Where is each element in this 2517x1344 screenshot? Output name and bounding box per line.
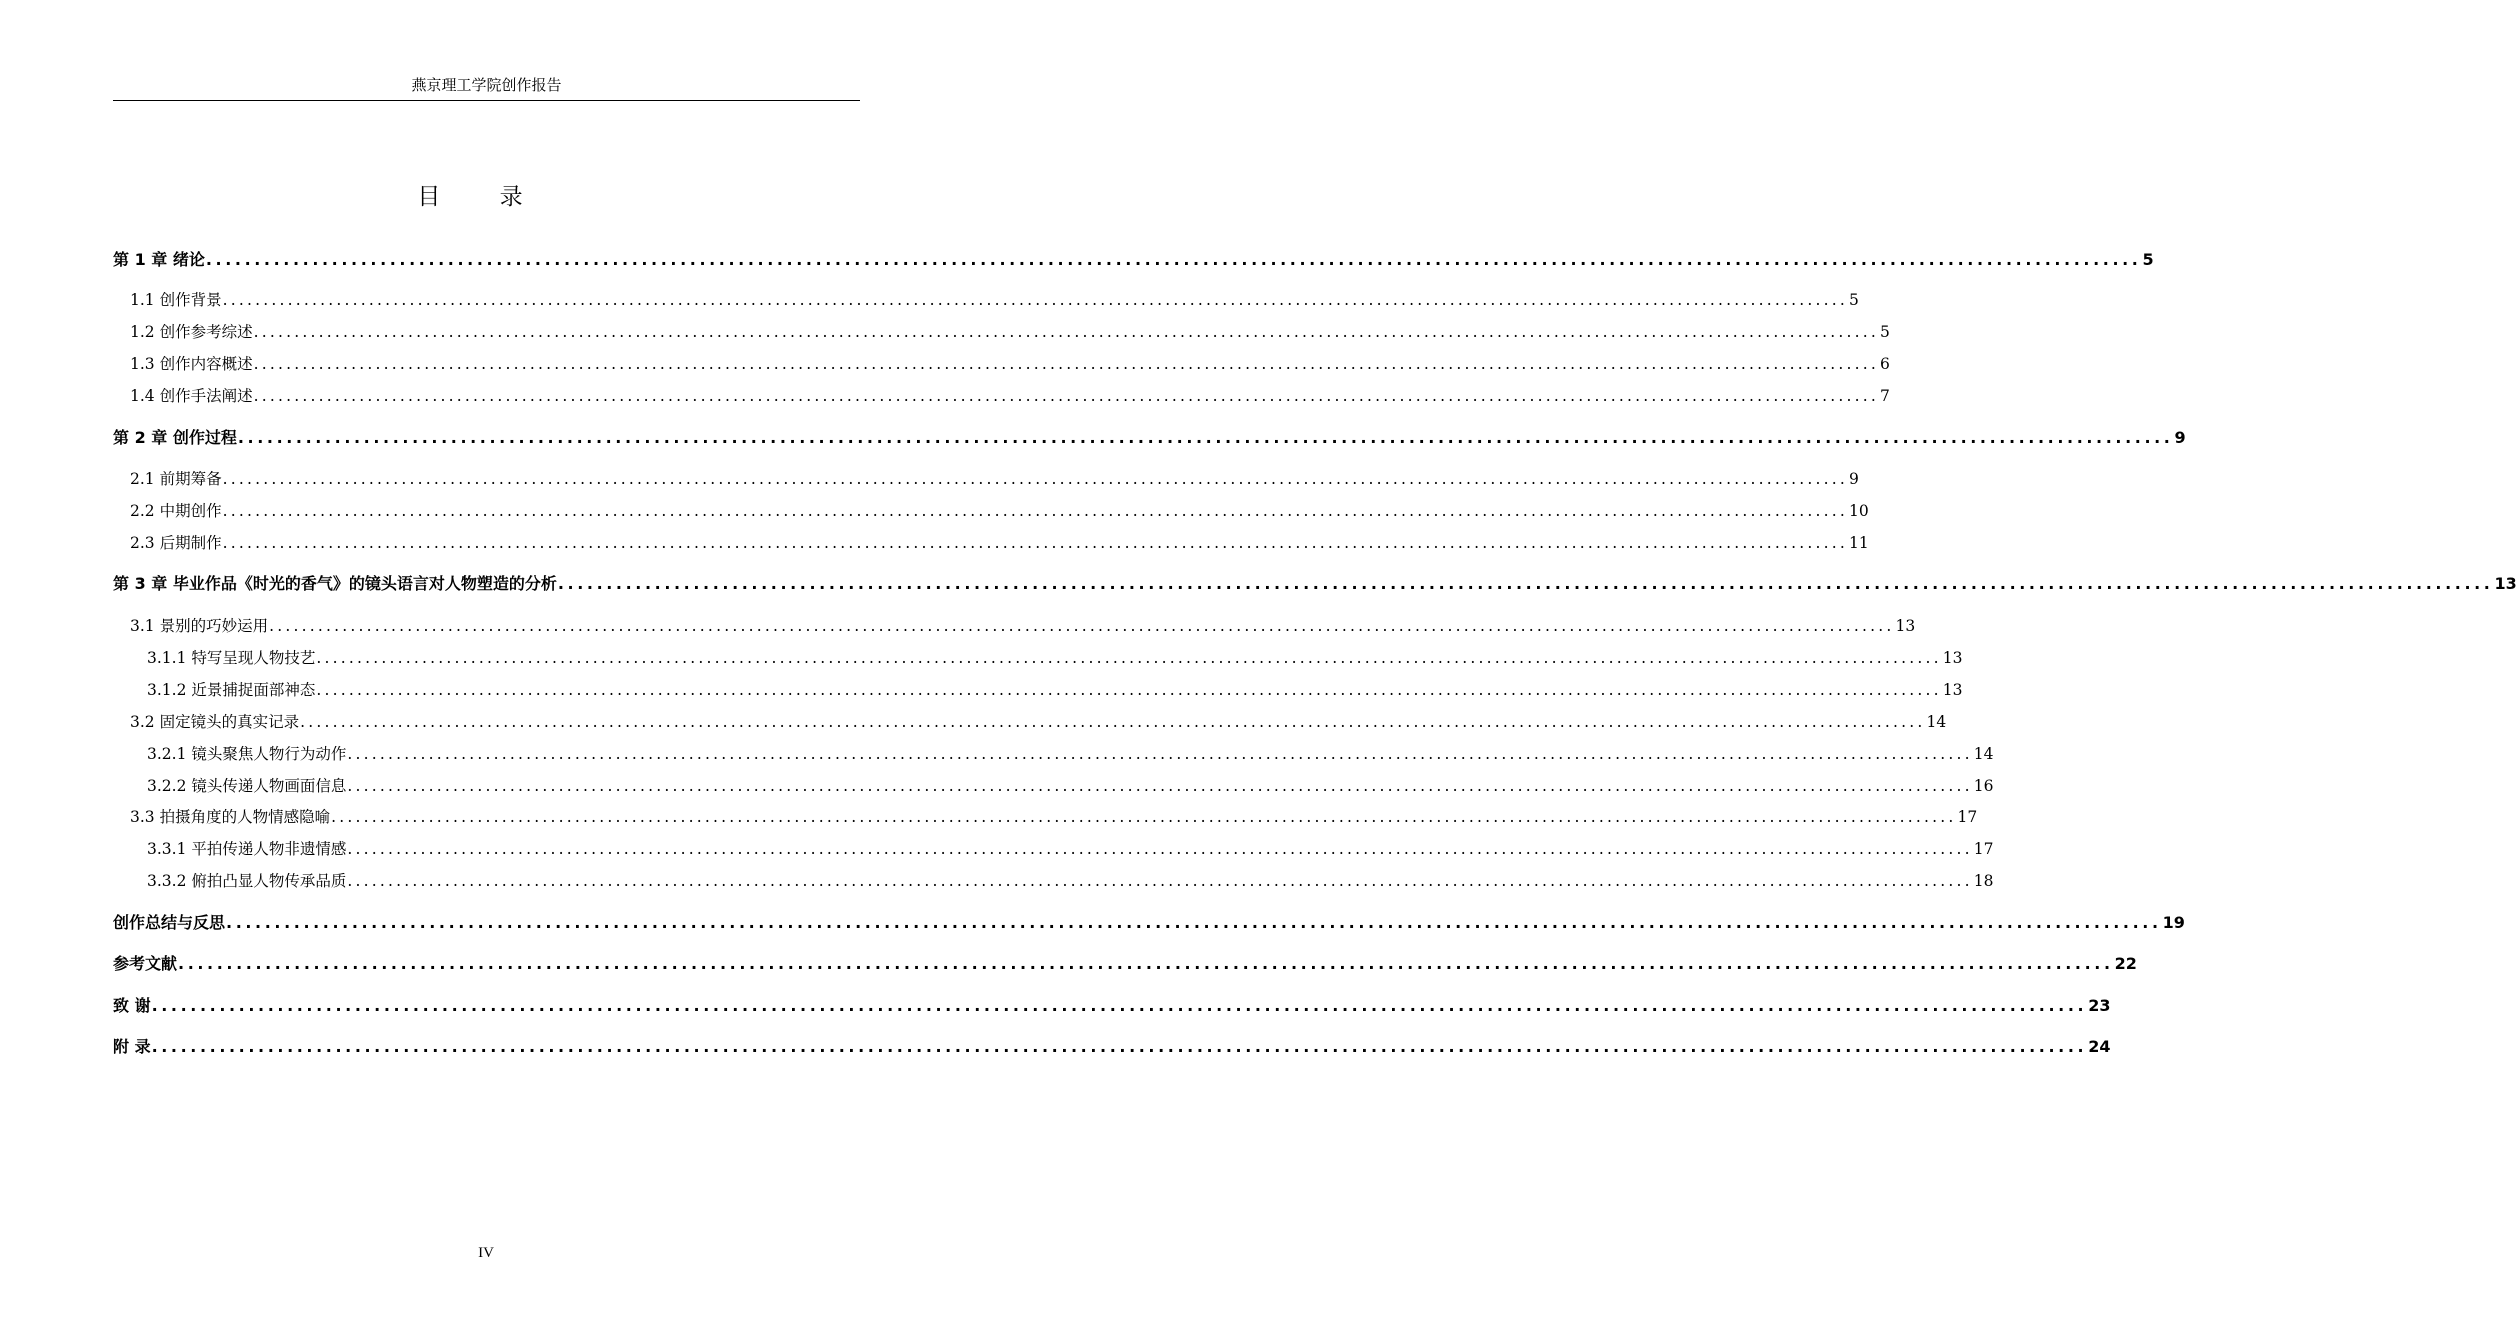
toc-entry-chapter[interactable] [113, 911, 2185, 935]
toc-entry-section[interactable] [130, 710, 1947, 734]
toc-entry-page: 6 [1879, 355, 1890, 373]
toc-entry-section[interactable] [130, 531, 1869, 555]
toc-entry-subsection[interactable] [147, 869, 1994, 893]
toc-entry-chapter[interactable] [113, 1035, 2111, 1059]
toc-entry-label: 第 3 章 毕业作品《时光的香气》的镜头语言对人物塑造的分析 [113, 574, 557, 593]
toc-entry-page: 13 [2494, 574, 2517, 593]
toc-entry-chapter[interactable] [113, 248, 2154, 272]
toc-entry-label: 3.2.2 镜头传递人物画面信息 [147, 777, 347, 795]
dot-leader: ........................................................................................................................................................................................................ [237, 428, 2174, 447]
toc-entry-page: 7 [1879, 387, 1890, 405]
toc-entry-chapter[interactable] [113, 994, 2111, 1018]
page-number: IV [478, 1245, 494, 1261]
dot-leader: ........................................................................................................................................................................................................ [347, 840, 1973, 858]
toc-entry-label: 1.4 创作手法阐述 [130, 387, 253, 405]
toc-entry-subsection[interactable] [147, 837, 1994, 861]
dot-leader: ........................................................................................................................................................................................................ [222, 502, 1848, 520]
dot-leader: ........................................................................................................................................................................................................ [222, 291, 1848, 309]
toc-entry-label: 参考文献 [113, 954, 178, 973]
dot-leader: ........................................................................................................................................................................................................ [316, 649, 1942, 667]
dot-leader: ........................................................................................................................................................................................................ [226, 913, 2162, 932]
toc-entry-subsection[interactable] [147, 774, 1994, 798]
toc-entry-section[interactable] [130, 320, 1890, 344]
toc-entry-label: 第 2 章 创作过程 [113, 428, 237, 447]
dot-leader: ........................................................................................................................................................................................................ [205, 250, 2142, 269]
toc-entry-label: 3.2.1 镜头聚焦人物行为动作 [147, 745, 347, 763]
toc-entry-section[interactable] [130, 805, 1978, 829]
toc-entry-page: 23 [2088, 996, 2111, 1015]
toc-entry-page: 5 [1848, 291, 1859, 309]
toc-entry-page: 9 [2174, 428, 2186, 447]
toc-entry-label: 3.1 景别的巧妙运用 [130, 617, 269, 635]
toc-entry-page: 14 [1926, 713, 1947, 731]
toc-entry-section[interactable] [130, 352, 1890, 376]
dot-leader: ........................................................................................................................................................................................................ [347, 777, 1973, 795]
toc-entry-chapter[interactable] [113, 952, 2137, 976]
toc-entry-label: 3.3.2 俯拍凸显人物传承品质 [147, 872, 347, 890]
dot-leader: ........................................................................................................................................................................................................ [300, 713, 1926, 731]
toc-entry-label: 2.2 中期创作 [130, 502, 222, 520]
toc-entry-page: 24 [2088, 1037, 2111, 1056]
dot-leader: ........................................................................................................................................................................................................ [253, 323, 1879, 341]
toc-entry-page: 22 [2114, 954, 2137, 973]
toc-entry-page: 18 [1973, 872, 1994, 890]
toc-entry-page: 17 [1957, 808, 1978, 826]
toc-entry-label: 3.3.1 平拍传递人物非遗情感 [147, 840, 347, 858]
toc-entry-page: 11 [1848, 534, 1869, 552]
toc-entry-page: 13 [1895, 617, 1916, 635]
dot-leader: ........................................................................................................................................................................................................ [316, 681, 1942, 699]
dot-leader: ........................................................................................................................................................................................................ [222, 534, 1848, 552]
dot-leader: ........................................................................................................................................................................................................ [151, 1037, 2088, 1056]
dot-leader: ........................................................................................................................................................................................................ [178, 954, 2114, 973]
toc-entry-label: 2.3 后期制作 [130, 534, 222, 552]
toc-entry-section[interactable] [130, 288, 1859, 312]
toc-entry-label: 1.3 创作内容概述 [130, 355, 253, 373]
toc-entry-label: 3.2 固定镜头的真实记录 [130, 713, 300, 731]
toc-entry-section[interactable] [130, 499, 1869, 523]
dot-leader: ........................................................................................................................................................................................................ [347, 872, 1973, 890]
toc-entry-section[interactable] [130, 467, 1859, 491]
toc-title: 目 录 [417, 184, 549, 210]
dot-leader: ........................................................................................................................................................................................................ [151, 996, 2088, 1015]
toc-entry-page: 16 [1973, 777, 1994, 795]
toc-entry-page: 14 [1973, 745, 1994, 763]
toc-entry-label: 第 1 章 绪论 [113, 250, 205, 269]
toc-entry-subsection[interactable] [147, 742, 1994, 766]
toc-entry-subsection[interactable] [147, 678, 1963, 702]
dot-leader: ........................................................................................................................................................................................................ [557, 574, 2494, 593]
toc-entry-label: 3.1.1 特写呈现人物技艺 [147, 649, 316, 667]
toc-entry-chapter[interactable] [113, 426, 2186, 450]
toc-entry-page: 19 [2162, 913, 2185, 932]
toc-entry-subsection[interactable] [147, 646, 1963, 670]
dot-leader: ........................................................................................................................................................................................................ [331, 808, 1957, 826]
dot-leader: ........................................................................................................................................................................................................ [222, 470, 1848, 488]
toc-entry-label: 附 录 [113, 1037, 151, 1056]
toc-entry-label: 3.1.2 近景捕捉面部神态 [147, 681, 316, 699]
toc-entry-page: 17 [1973, 840, 1994, 858]
toc-entry-section[interactable] [130, 614, 1916, 638]
toc-entry-label: 3.3 拍摄角度的人物情感隐喻 [130, 808, 331, 826]
toc-entry-label: 2.1 前期筹备 [130, 470, 222, 488]
toc-entry-page: 10 [1848, 502, 1869, 520]
dot-leader: ........................................................................................................................................................................................................ [253, 387, 1879, 405]
toc-entry-page: 9 [1848, 470, 1859, 488]
dot-leader: ........................................................................................................................................................................................................ [253, 355, 1879, 373]
toc-entry-page: 13 [1942, 649, 1963, 667]
toc-entry-chapter[interactable] [113, 572, 2517, 596]
toc-entry-page: 5 [2142, 250, 2154, 269]
dot-leader: ........................................................................................................................................................................................................ [347, 745, 1973, 763]
toc-entry-page: 13 [1942, 681, 1963, 699]
toc-entry-section[interactable] [130, 384, 1890, 408]
dot-leader: ........................................................................................................................................................................................................ [269, 617, 1895, 635]
toc-entry-page: 5 [1879, 323, 1890, 341]
toc-entry-label: 1.2 创作参考综述 [130, 323, 253, 341]
toc-entry-label: 致 谢 [113, 996, 151, 1015]
toc-entry-label: 创作总结与反思 [113, 913, 226, 932]
page-header: 燕京理工学院创作报告 [113, 75, 860, 101]
toc-entry-label: 1.1 创作背景 [130, 291, 222, 309]
